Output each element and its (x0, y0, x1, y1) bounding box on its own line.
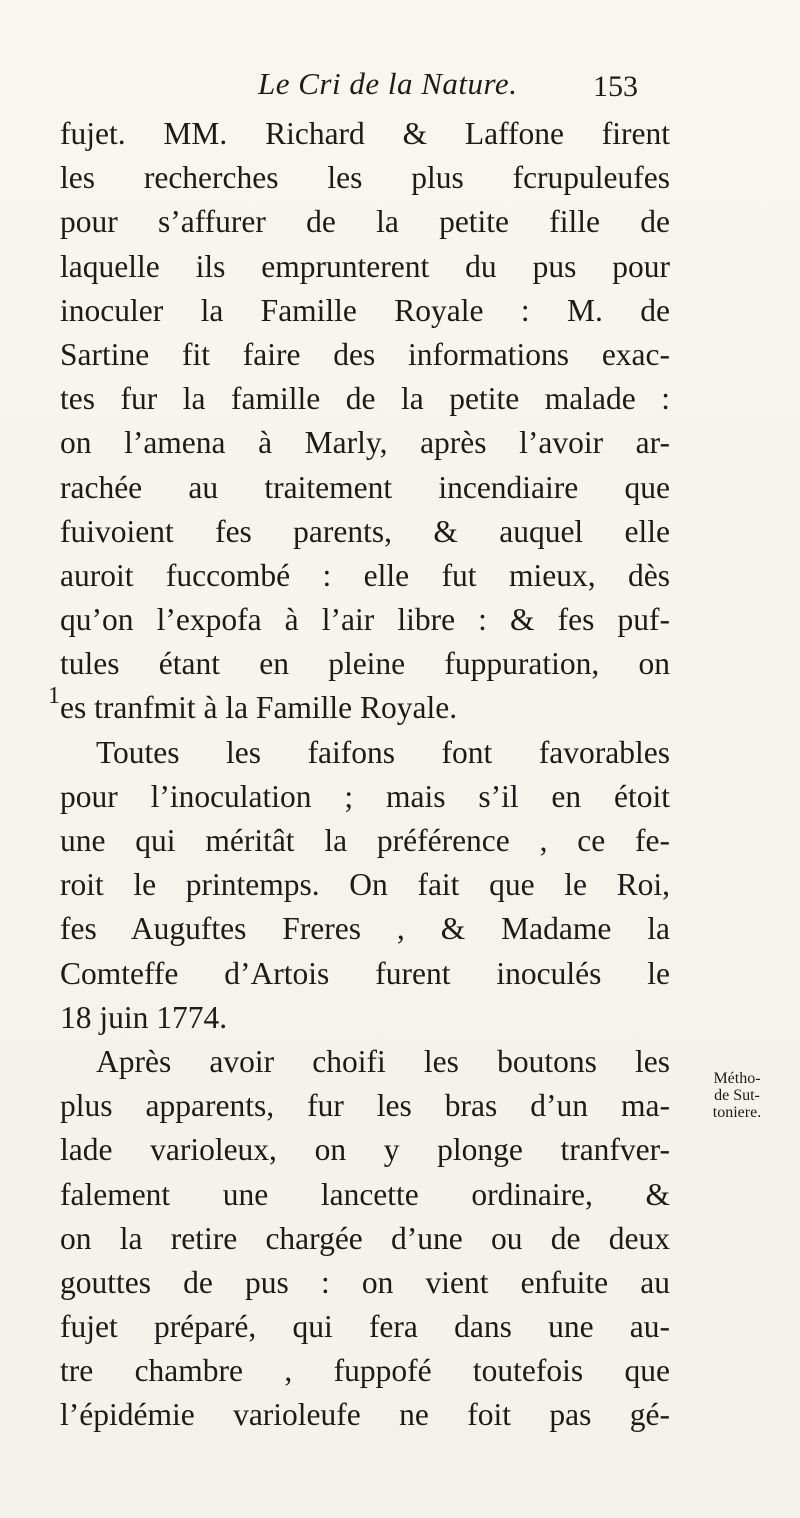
text-line: fujet préparé, qui fera dans une au- (60, 1309, 670, 1345)
body-text (60, 112, 670, 1438)
text-line: auroit fuccombé : elle fut mieux, dès (60, 557, 670, 593)
text-line: on l’amena à Marly, après l’avoir ar- (60, 425, 670, 461)
text-line: lade varioleux, on y plonge tranfver- (60, 1132, 670, 1168)
text-line: Sartine fit faire des informations exac- (60, 336, 670, 372)
running-header (258, 66, 638, 106)
text-line: Comteffe d’Artois furent inoculés le (60, 955, 670, 991)
margin-note (679, 1070, 795, 1121)
text-line: les recherches les plus fcrupuleufes (60, 160, 670, 196)
text-line: l’épidémie varioleufe ne foit pas gé- (60, 1397, 670, 1433)
text-line: 18 juin 1774. (60, 999, 228, 1035)
text-line: inoculer la Famille Royale : M. de (60, 292, 670, 328)
text-line: es tranfmit à la Famille Royale. (60, 690, 458, 726)
margin-note-line: Métho- (713, 1070, 761, 1087)
text-line: plus apparents, fur les bras d’un ma- (60, 1088, 670, 1124)
text-line: tes fur la famille de la petite malade : (60, 381, 670, 417)
text-line: qu’on l’expofa à l’air libre : & fes puf- (60, 602, 670, 638)
page-number: 153 (593, 70, 638, 103)
running-title: Le Cri de la Nature. (258, 66, 518, 101)
paragraph-start-line: Toutes les faifons font favorables (96, 734, 670, 770)
text-line: fuivoient fes parents, & auquel elle (60, 513, 670, 549)
text-line: fujet. MM. Richard & Laffone firent (60, 116, 670, 151)
margin-note-line: de Sut- (714, 1087, 760, 1104)
text-line: roit le printemps. On fait que le Roi, (60, 867, 670, 903)
text-line: tules étant en pleine fuppuration, on (60, 646, 670, 682)
text-line: une qui méritât la préférence , ce fe- (60, 823, 670, 858)
stray-line-mark: 1 (48, 683, 60, 709)
text-line: rachée au traitement incendiaire que (60, 469, 670, 505)
text-line: fes Auguftes Freres , & Madame la (60, 911, 670, 947)
text-line: on la retire chargée d’une ou de deux (60, 1220, 670, 1256)
text-line: falement une lancette ordinaire, & (60, 1176, 670, 1212)
text-line: gouttes de pus : on vient enfuite au (60, 1264, 670, 1300)
paragraph-start-line: Après avoir choifi les boutons les (96, 1043, 670, 1079)
text-line: pour l’inoculation ; mais s’il en étoit (60, 778, 670, 814)
margin-note-line: toniere. (712, 1104, 762, 1121)
text-line: laquelle ils emprunterent du pus pour (60, 248, 670, 284)
text-line: tre chambre , fuppofé toutefois que (60, 1353, 670, 1389)
text-line: pour s’affurer de la petite fille de (60, 204, 670, 240)
